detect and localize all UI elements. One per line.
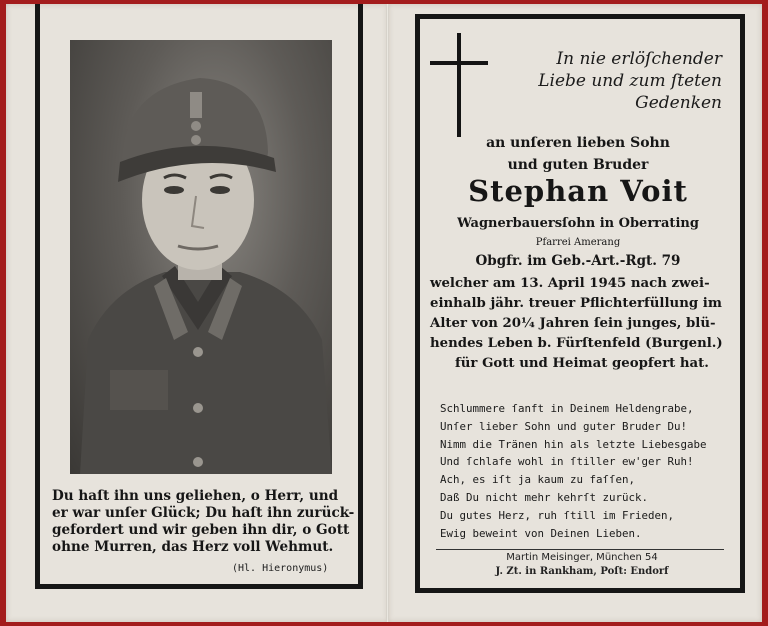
poem-line: Daß Du nicht mehr kehrſt zurück. <box>440 490 649 504</box>
intro-text <box>420 132 736 176</box>
dedication-line: Liebe und zum ſteten <box>538 71 722 91</box>
military-rank-line: Obgfr. im Geb.-Art.-Rgt. 79 <box>475 253 681 269</box>
quote-line: gefordert und wir geben ihn dir, o Gott <box>52 522 350 538</box>
poem-line: Du gutes Herz, ruh ſtill im Frieden, <box>440 508 675 522</box>
card-fold <box>386 4 389 622</box>
printer-imprint <box>430 551 734 579</box>
death-notice-text <box>430 274 734 374</box>
notice-line: welcher am 13. April 1945 nach zwei- <box>430 276 710 291</box>
notice-line: für Gott und Heimat geopfert hat. <box>455 356 709 371</box>
dedication-line: In nie erlöſchender <box>556 49 722 69</box>
notice-line: hendes Leben b. Fürſtenfeld (Burgenl.) <box>430 336 723 351</box>
soldier-portrait-photo <box>70 40 332 474</box>
occupation-line: Wagnerbauersſohn in Oberrating <box>457 216 699 231</box>
printer-location: J. Zt. in Rankham, Poſt: Endorf <box>495 566 669 577</box>
parish-line: Pfarrei Amerang <box>535 237 621 248</box>
quote-line: Du haſt ihn uns geliehen, o Herr, und <box>52 488 339 504</box>
poem-line: Ach, es iſt ja kaum zu faſſen, <box>440 473 636 487</box>
dedication-text <box>500 48 722 114</box>
notice-line: einhalb jähr. treuer Pflichterfüllung im <box>430 296 722 311</box>
poem-line: Unſer lieber Sohn und guter Bruder Du! <box>440 419 688 433</box>
quote-line: ohne Murren, das Herz voll Wehmut. <box>52 539 334 555</box>
poem-line: Schlummere ſanft in Deinem Heldengrabe, <box>440 402 694 415</box>
memorial-poem <box>440 400 730 542</box>
divider <box>436 549 724 550</box>
intro-line: an unſeren lieben Sohn <box>486 135 670 151</box>
deceased-name: Stephan Voit <box>468 174 688 208</box>
printer-name: Martin Meisinger, München 54 <box>506 552 658 563</box>
notice-line: Alter von 20¼ Jahren ſein junges, blü- <box>430 316 716 331</box>
cross-icon <box>430 33 488 137</box>
dedication-line: Gedenken <box>635 93 722 113</box>
poem-line: Nimm die Tränen hin als letzte Liebesgabe <box>440 437 707 451</box>
poem-line: Ewig beweint von Deinen Lieben. <box>440 526 642 540</box>
quote-attribution: (Hl. Hieronymus) <box>232 563 329 574</box>
quote-line: er war unſer Glück; Du haſt ihn zurück- <box>52 505 355 521</box>
memorial-quote <box>52 488 355 556</box>
intro-line: und guten Bruder <box>507 157 649 173</box>
poem-line: Und ſchlafe wohl in ſtiller ew'ger Ruh! <box>440 455 694 469</box>
